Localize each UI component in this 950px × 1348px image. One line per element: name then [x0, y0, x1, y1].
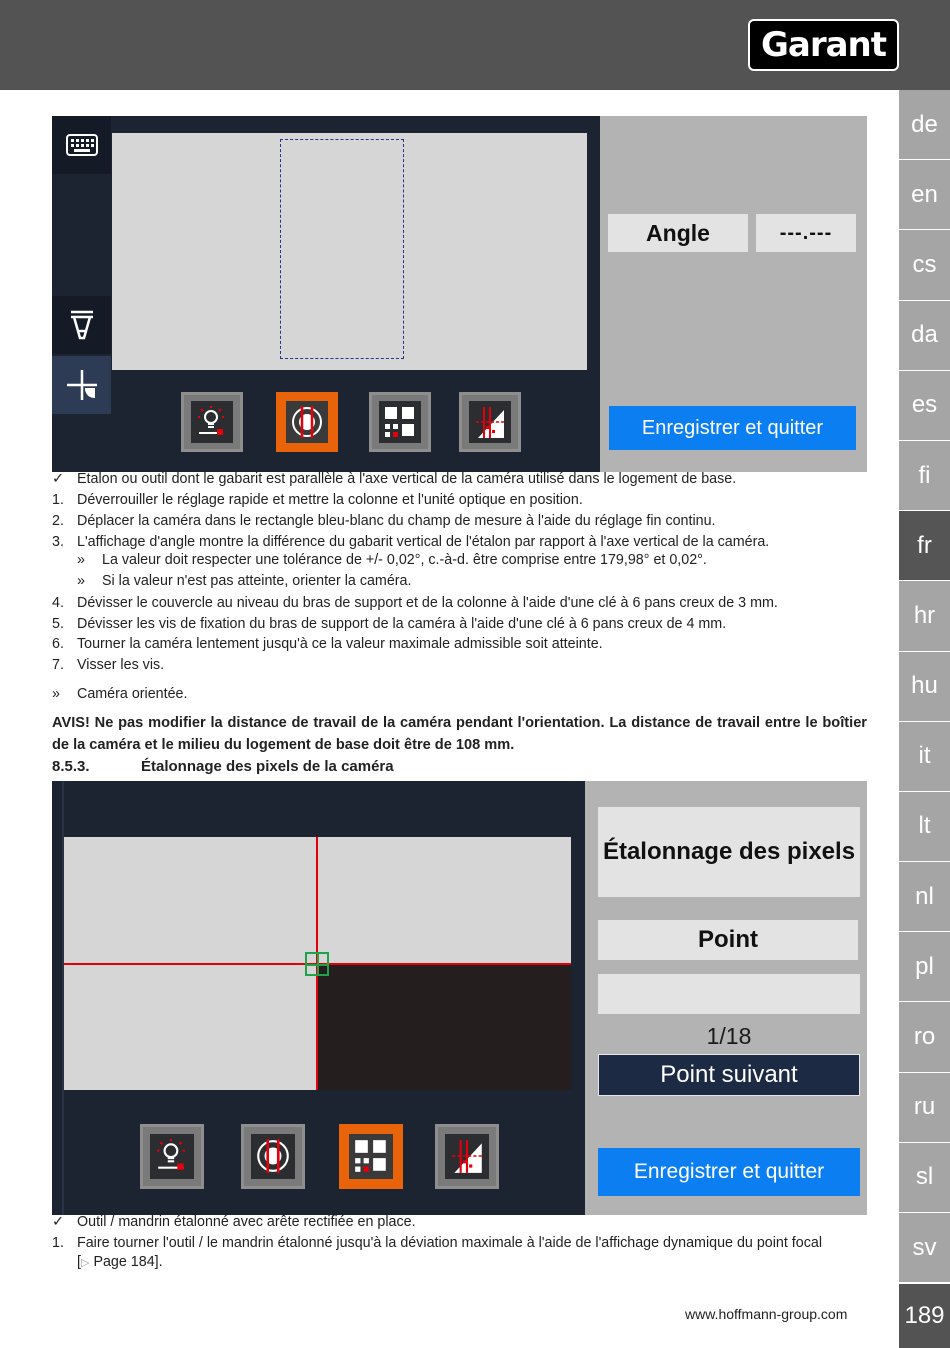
pixel-calibration-screen [52, 781, 867, 1215]
edge-detect-button[interactable] [459, 392, 521, 452]
step-item: 1. Déverrouiller le réglage rapide et mettre la colonne et l'unité optique en position. [52, 492, 583, 508]
calibration-target-marker [305, 952, 329, 976]
arrow-right-icon: ▷ [80, 1257, 90, 1269]
notice-text: AVIS! Ne pas modifier la distance de travail de la caméra pendant l'orientation. La distance de travail entre le boîtier de la caméra et le milieu du logement de base doit être de 108 mm. [52, 715, 867, 753]
lang-tab[interactable]: hu [899, 652, 950, 722]
calibration-title: Étalonnage des pixels [598, 807, 860, 897]
result-line: » Caméra orientée. [52, 686, 188, 702]
prerequisite-line: ✓ Etalon ou outil dont le gabarit est parallèle à l'axe vertical de la caméra utilisé dans le logement de base. [52, 471, 737, 487]
save-and-quit-button[interactable]: Enregistrer et quitter [598, 1148, 860, 1196]
lang-tab[interactable]: sl [899, 1143, 950, 1213]
lang-tab[interactable]: en [899, 160, 950, 230]
angle-value: ---.--- [756, 214, 856, 252]
camera-view [112, 133, 587, 370]
grid-icon [352, 1137, 390, 1175]
footer-url[interactable]: www.hoffmann-group.com [685, 1306, 848, 1322]
lang-tab[interactable]: lt [899, 792, 950, 862]
step-item: 4. Dévisser le couvercle au niveau du bras de support et de la colonne à l'aide d'une clé à 6 pans creux de 3 mm. [52, 595, 778, 611]
calibration-view [64, 837, 571, 1090]
edge-detect-icon [472, 404, 508, 440]
point-counter: 1/18 [706, 1022, 752, 1049]
lang-tab[interactable]: cs [899, 230, 950, 300]
next-point-button[interactable]: Point suivant [598, 1054, 860, 1096]
lang-tab[interactable]: de [899, 90, 950, 160]
camera-angle-screen [52, 116, 867, 472]
step-item: 2. Déplacer la caméra dans le rectangle bleu-blanc du champ de mesure à l'aide du réglage fin continu. [52, 513, 716, 529]
lang-tab-active[interactable]: fr [899, 511, 950, 581]
save-and-quit-button[interactable]: Enregistrer et quitter [609, 406, 856, 450]
step-item: 7. Visser les vis. [52, 657, 165, 673]
grid-button-active[interactable] [339, 1124, 403, 1189]
camera-mode-button-active[interactable] [276, 392, 338, 452]
angle-label: Angle [608, 214, 748, 252]
camera-mode-button[interactable] [241, 1124, 305, 1189]
measuring-field-rectangle [280, 139, 404, 359]
light-button[interactable] [181, 392, 243, 452]
camera-target-icon [289, 404, 325, 440]
lang-tab[interactable]: ru [899, 1073, 950, 1143]
step-item: 6. Tourner la caméra lentement jusqu'à ce la valeur maximale admissible soit atteinte. [52, 636, 603, 652]
lang-tab[interactable]: da [899, 301, 950, 371]
lang-tab[interactable]: ro [899, 1002, 950, 1072]
side-toolbar [52, 116, 111, 472]
grid-icon [382, 404, 418, 440]
lang-tab[interactable]: hr [899, 581, 950, 651]
language-tabs [899, 90, 950, 1283]
step-item: 5. Dévisser les vis de fixation du bras de support de la caméra à l'aide d'une clé à 6 pans creux de 4 mm. [52, 616, 727, 632]
lang-tab[interactable]: nl [899, 862, 950, 932]
section-title: Étalonnage des pixels de la caméra [141, 758, 394, 775]
lang-tab[interactable]: es [899, 371, 950, 441]
tool-holder-icon[interactable] [52, 296, 111, 354]
light-button[interactable] [140, 1124, 204, 1189]
point-value-field [598, 974, 860, 1014]
page-number: 189 [899, 1284, 950, 1348]
check-icon: ✓ [52, 1214, 64, 1230]
calibration-panel [585, 781, 867, 1215]
page-reference[interactable]: [▷ Page 184]. [77, 1254, 163, 1270]
prerequisite-line: ✓ Outil / mandrin étalonné avec arête rectifiée en place. [52, 1214, 416, 1230]
point-label: Point [598, 920, 858, 960]
brand-logo: Garant [748, 19, 899, 71]
edge-detect-button[interactable] [435, 1124, 499, 1189]
camera-target-icon [254, 1137, 292, 1175]
step-item: 3. L'affichage d'angle montre la différence du gabarit vertical de l'étalon par rapport à l'axe vertical de la caméra. [52, 534, 770, 550]
step-item: 1. Faire tourner l'outil / le mandrin étalonné jusqu'à la déviation maximale à l'aide de l'affichage dynamique du point focal [52, 1235, 823, 1251]
angle-panel [600, 116, 867, 472]
sub-step-item: » Si la valeur n'est pas atteinte, orienter la caméra. [77, 573, 412, 589]
lang-tab[interactable]: it [899, 722, 950, 792]
lang-tab[interactable]: sv [899, 1213, 950, 1283]
lightbulb-icon [154, 1138, 190, 1174]
check-icon: ✓ [52, 471, 64, 487]
edge-detect-icon [448, 1137, 486, 1175]
keyboard-icon[interactable] [52, 116, 111, 174]
lang-tab[interactable]: pl [899, 932, 950, 1002]
lang-tab[interactable]: fi [899, 441, 950, 511]
grid-button[interactable] [369, 392, 431, 452]
top-bar [0, 0, 950, 90]
section-heading [52, 758, 394, 775]
sub-step-item: » La valeur doit respecter une tolérance de +/- 0,02°, c.-à-d. être comprise entre 179,98° et 0,02°. [77, 552, 707, 568]
crosshair-tool-icon[interactable] [52, 356, 111, 414]
lightbulb-icon [195, 405, 229, 439]
section-number: 8.5.3. [52, 758, 90, 775]
